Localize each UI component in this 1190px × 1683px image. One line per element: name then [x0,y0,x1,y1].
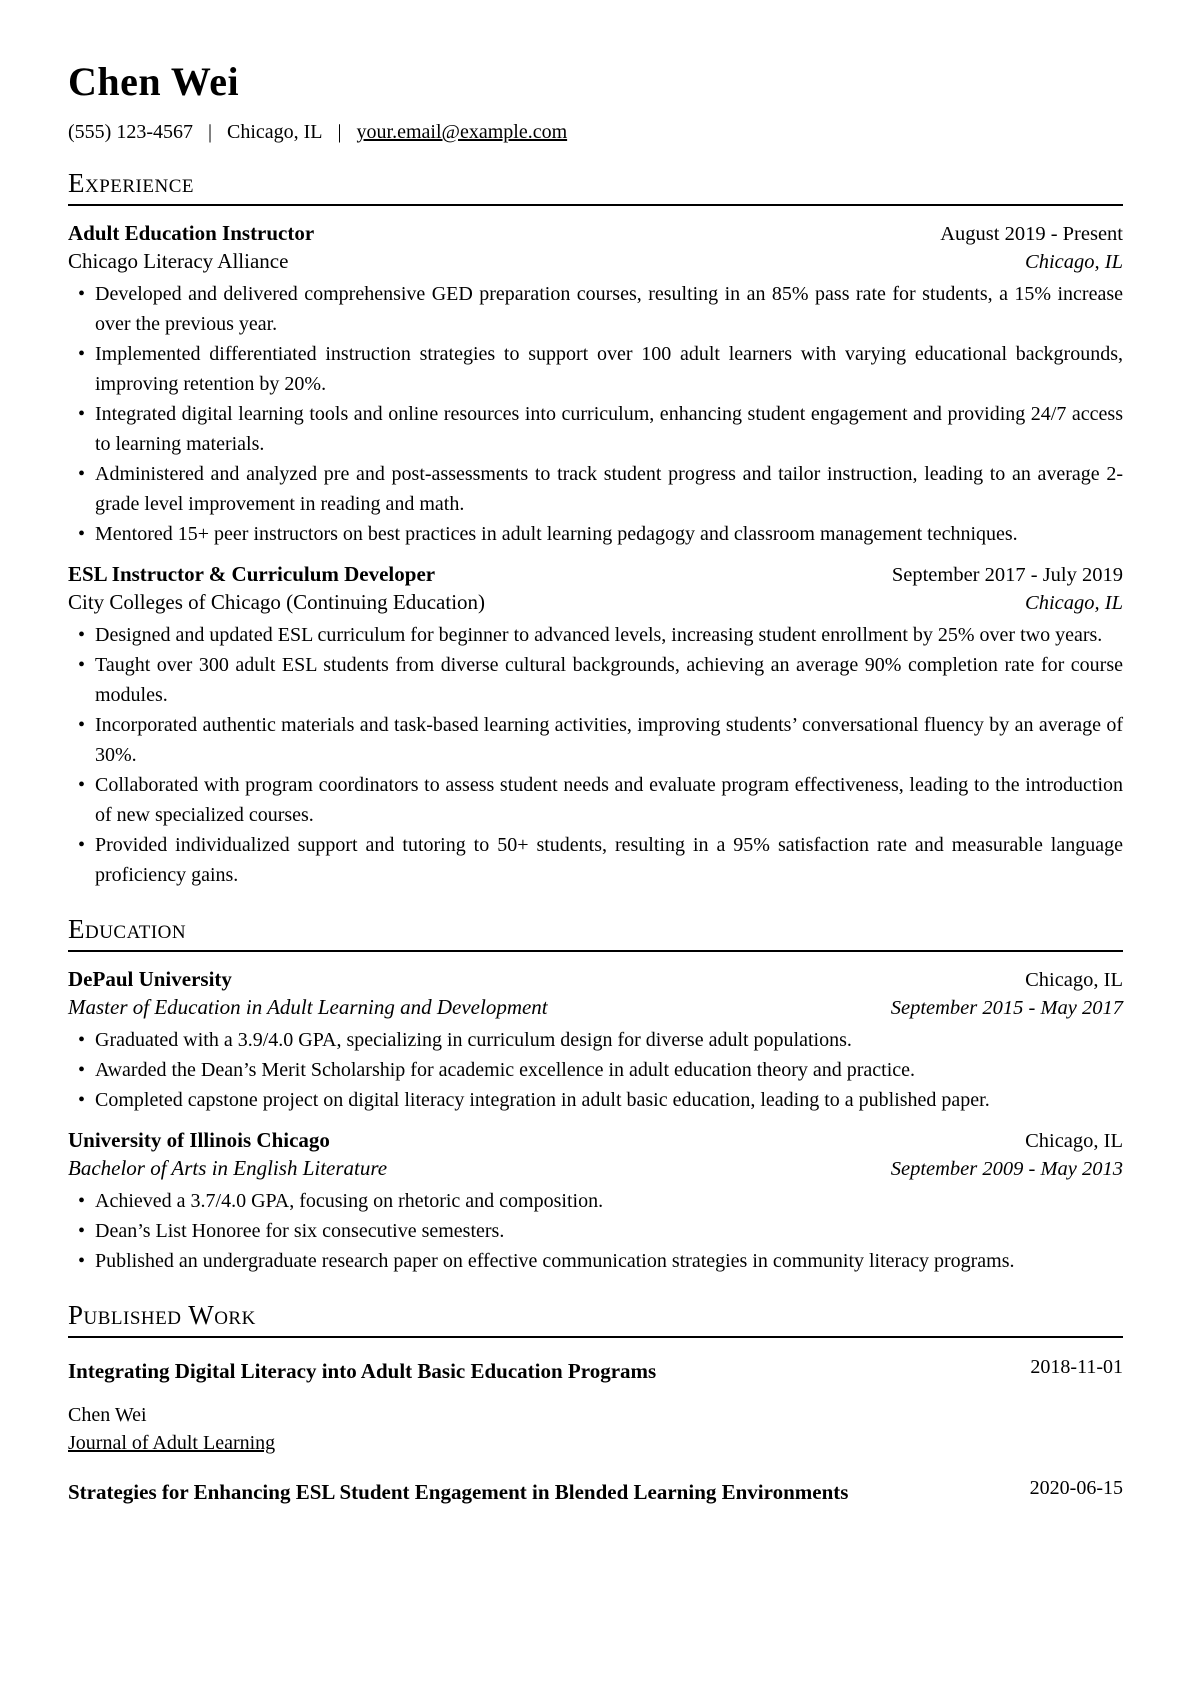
job-bullet: • Developed and delivered comprehensive GED preparation courses, resulting in an 85% pass rate for students, a 15% increase over the previous year. [68,279,1123,339]
job-bullet: • Administered and analyzed pre and post-assessments to track student progress and tailor instruction, leading to an average 2-grade level improvement in reading and math. [68,459,1123,519]
experience-section [68,206,1123,890]
school-bullet: • Dean’s List Honoree for six consecutive semesters. [68,1216,1123,1246]
school-location: Chicago, IL [1025,969,1123,992]
publication-entry [68,1477,1123,1507]
job-company: City Colleges of Chicago (Continuing Education) [68,590,486,615]
section-title-education: Education [68,914,1123,952]
education-entry [68,1127,1123,1276]
school-bullet: • Achieved a 3.7/4.0 GPA, focusing on rhetoric and composition. [68,1186,1123,1216]
publication-date: 2020-06-15 [1029,1476,1123,1499]
publication-author: Chen Wei [68,1403,147,1426]
education-entry [68,966,1123,1115]
job-bullet: • Collaborated with program coordinators to assess student needs and evaluate program effectiveness, leading to the introduction of new specialized courses. [68,770,1123,830]
job-dates: August 2019 - Present [940,223,1123,245]
publication-journal-link[interactable]: Journal of Adult Learning [68,1431,276,1454]
job-company: Chicago Literacy Alliance [68,249,289,274]
job-location: Chicago, IL [1025,592,1123,615]
contact-line [68,121,1123,144]
phone-number: (555) 123-4567 [68,121,193,143]
contact-separator: | [207,121,212,143]
job-bullet: • Provided individualized support and tutoring to 50+ students, resulting in a 95% satisfaction rate and measurable language proficiency gains. [68,830,1123,890]
job-location: Chicago, IL [1025,251,1123,274]
school-bullet-list [68,1025,1123,1115]
experience-entry [68,220,1123,549]
school-location: Chicago, IL [1025,1130,1123,1153]
job-bullet: • Integrated digital learning tools and online resources into curriculum, enhancing student engagement and providing 24/7 access to learning materials. [68,399,1123,459]
job-title: ESL Instructor & Curriculum Developer [68,562,436,587]
school-dates: September 2009 - May 2013 [890,1158,1123,1181]
email-link[interactable]: your.email@example.com [356,121,568,143]
section-title-experience: Experience [68,168,1123,206]
education-section [68,952,1123,1276]
candidate-name: Chen Wei [68,59,240,104]
school-bullet-list [68,1186,1123,1276]
school-name: University of Illinois Chicago [68,1128,330,1153]
job-title: Adult Education Instructor [68,221,315,245]
school-bullet: • Awarded the Dean’s Merit Scholarship for academic excellence in adult education theory and practice. [68,1055,1123,1085]
job-bullet: • Incorporated authentic materials and task-based learning activities, improving students’ conversational fluency by an average of 30%. [68,710,1123,770]
publication-title: Strategies for Enhancing ESL Student Engagement in Blended Learning Environments [68,1479,849,1504]
publication-date: 2018-11-01 [1030,1356,1123,1379]
degree: Master of Education in Adult Learning and Development [68,995,548,1020]
job-bullet: • Implemented differentiated instruction strategies to support over 100 adult learners with varying educational backgrounds, improving retention by 20%. [68,339,1123,399]
job-dates: September 2017 - July 2019 [891,564,1123,587]
job-bullet-list [68,279,1123,549]
school-bullet: • Published an undergraduate research paper on effective communication strategies in community literacy programs. [68,1246,1123,1276]
section-title-published-work: Published Work [68,1300,1123,1338]
job-bullet-list [68,620,1123,890]
experience-entry [68,561,1123,890]
school-bullet: • Graduated with a 3.9/4.0 GPA, specializing in curriculum design for diverse adult populations. [68,1025,1123,1055]
publication-title: Integrating Digital Literacy into Adult Basic Education Programs [68,1359,657,1384]
published-work-section [68,1338,1123,1507]
school-bullet: • Completed capstone project on digital literacy integration in adult basic education, leading to a published paper. [68,1085,1123,1115]
school-name: DePaul University [68,967,232,992]
job-bullet: • Taught over 300 adult ESL students from diverse cultural backgrounds, achieving an average 90% completion rate for course modules. [68,650,1123,710]
location-text: Chicago, IL [227,121,323,143]
contact-separator: | [337,121,342,143]
school-dates: September 2015 - May 2017 [890,997,1123,1020]
job-bullet: • Mentored 15+ peer instructors on best practices in adult learning pedagogy and classroom management techniques. [68,519,1123,549]
publication-entry [68,1356,1123,1454]
degree: Bachelor of Arts in English Literature [68,1156,388,1181]
job-bullet: • Designed and updated ESL curriculum for beginner to advanced levels, increasing student enrollment by 25% over two years. [68,620,1123,650]
